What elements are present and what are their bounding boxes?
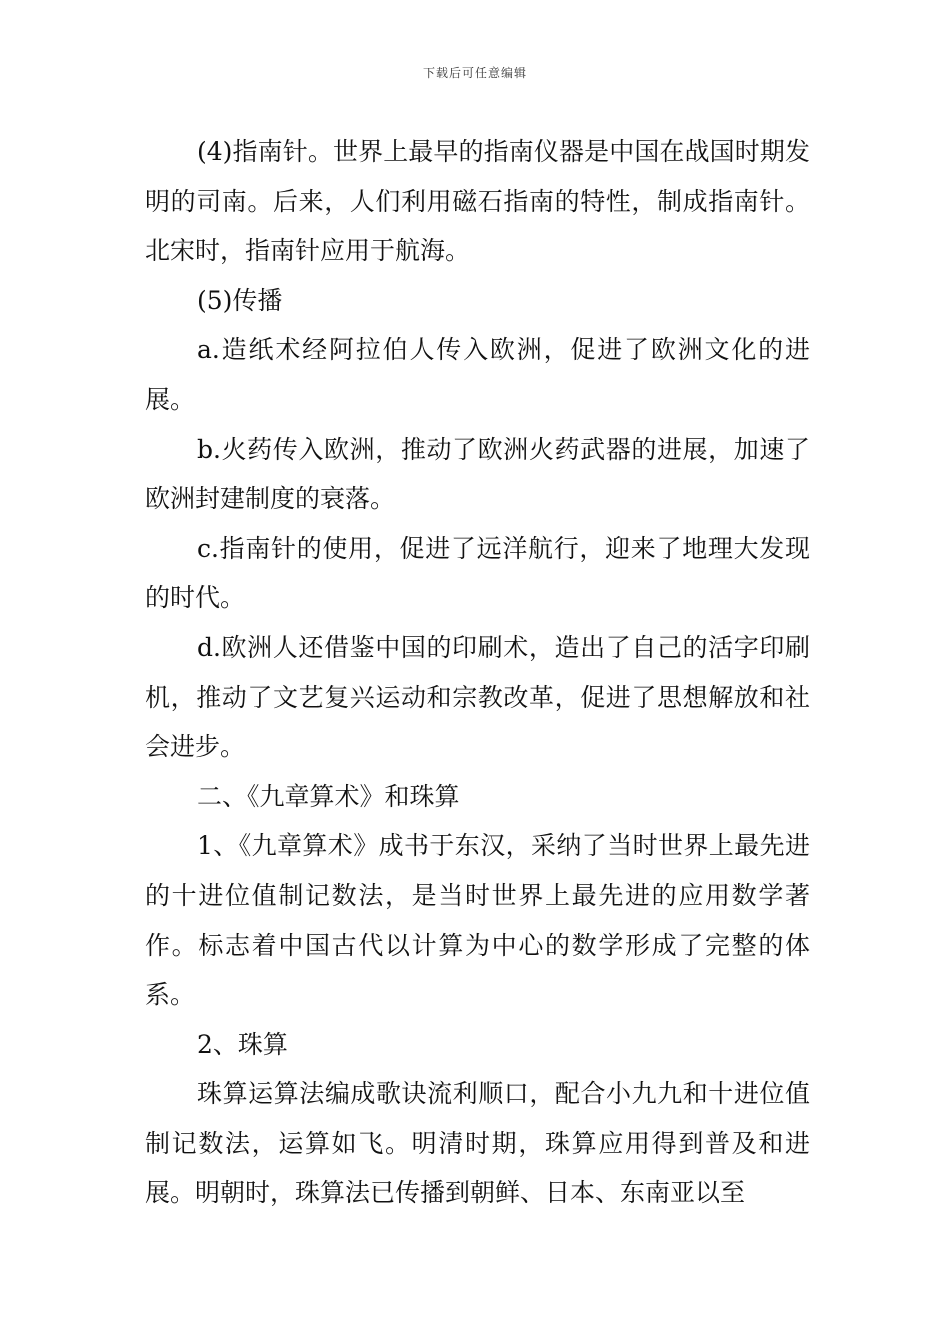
paragraph-abacus: 珠算运算法编成歌诀流利顺口，配合小九九和十进位值制记数法，运算如飞。明清时期，珠算应用得到普及和进展。明朝时，珠算法已传播到朝鲜、日本、东南亚以至: [145, 1079, 810, 1208]
paragraph-printing-spread: d.欧洲人还借鉴中国的印刷术，造出了自己的活字印刷机，推动了文艺复兴运动和宗教改革，促进了思想解放和社会进步。: [145, 632, 810, 762]
paragraph-compass: (4)指南针。世界上最早的指南仪器是中国在战国时期发明的司南。后来，人们利用磁石指南的特性，制成指南针。北宋时，指南针应用于航海。: [145, 137, 810, 266]
paragraph-gunpowder-spread: b.火药传入欧洲，推动了欧洲火药武器的进展，加速了欧洲封建制度的衰落。: [145, 434, 810, 514]
section-heading-mathematics: 二、《九章算术》和珠算: [197, 781, 460, 811]
paragraph-nine-chapters: 1、《九章算术》成书于东汉，采纳了当时世界上最先进的十进位值制记数法，是当时世界上最先进的应用数学著作。标志着中国古代以计算为中心的数学形成了完整的体系。: [145, 831, 810, 1010]
subheading-abacus: 2、珠算: [197, 1029, 288, 1059]
paragraph-compass-spread: c.指南针的使用，促进了远洋航行，迎来了地理大发现的时代。: [145, 533, 810, 613]
document-body: [145, 127, 810, 1218]
page-header: 下载后可任意编辑: [422, 66, 527, 80]
paragraph-papermaking-spread: a.造纸术经阿拉伯人传入欧洲，促进了欧洲文化的进展。: [145, 335, 810, 414]
paragraph-spread-heading: (5)传播: [197, 285, 283, 315]
